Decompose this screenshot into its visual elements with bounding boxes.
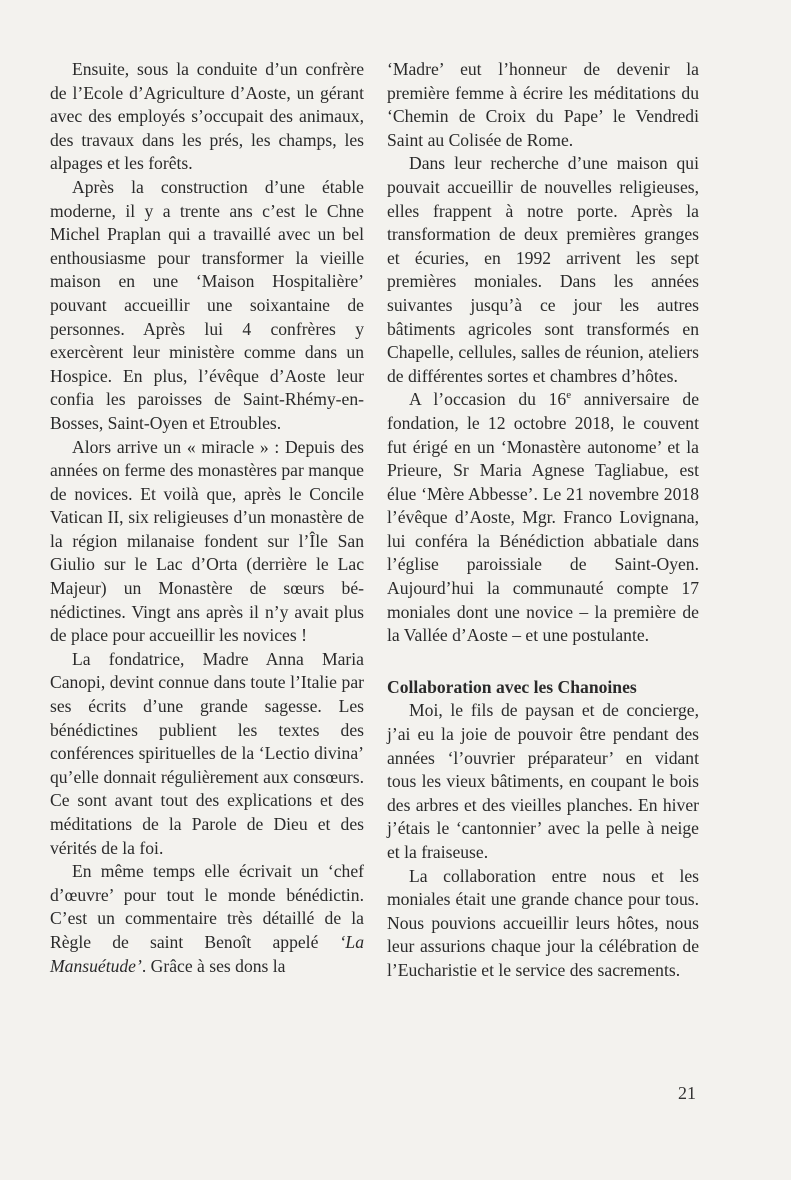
paragraph-founder: La fondatrice, Madre Anna Maria Canopi, devint connue dans toute l’Italie par ses écrits d’une grande sagesse. Les bénédictines publient les textes des conférences spirituelles de la ‘Lectio divina’ qu’elle donnait régulièrement aux consœurs. Ce sont avant tout des explications et des méditations de la Parole de Dieu et des vérités de la foi. <box>50 648 364 858</box>
paragraph-management: Ensuite, sous la conduite d’un confrère de l’Ecole d’Agriculture d’Aoste, un gérant avec des employés s’occupait des animaux, des travaux dans les prés, les champs, les alpages et les forêts. <box>50 59 364 174</box>
paragraph-search-house: Dans leur recherche d’une maison qui pouvait accueillir de nouvelles religieuses, elles frappent à notre porte. Après la transformation de deux premières granges et écuries, en 1992 arrivent les sept premières moniales. Dans les années suivantes jusqu’à ce jour les autres bâtiments agricoles sont transformés en Chapelle, cellules, salles de réunion, ateliers de différentes sortes et chambres d’hôtes. <box>387 153 699 386</box>
anniversary-text-rest: anniversaire de fondation, le 12 octobre 2018, le couvent fut érigé en un ‘Monastère autonome’ et la Prieure, Sr Maria Agnese Tagliabue, est élue ‘Mère Abbesse’. Le 21 novembre 2018 l’évêque d’Aoste, Mgr. Franco Lovignana, lui conféra la Bénédiction abbatiale dans l’église paroissiale de Saint-Oyen. Aujourd’hui la communauté compte 17 moniales dont une novice – la première de la Vallée d’Aoste – et une postulante. <box>387 389 700 646</box>
page-number: 21 <box>678 1083 696 1103</box>
paragraph-madre-continued: ‘Madre’ eut l’honneur de devenir la première femme à écrire les méditations du ‘Chemin de Croix du Pape’ le Vendredi Saint au Colisée de Rome. <box>387 59 699 150</box>
paragraph-worker: Moi, le fils de paysan et de concierge, j’ai eu la joie de pouvoir être pendant des années ‘l’ouvrier préparateur’ en vidant tous les vieux bâtiments, en coupant le bois des arbres et des vieilles planches. En hiver j’étais le ‘cantonnier’ avec la pelle à neige et la fraiseuse. <box>387 700 699 862</box>
paragraph-masterpiece <box>50 860 364 978</box>
paragraph-anniversary <box>387 388 699 648</box>
left-column <box>50 58 364 978</box>
paragraph-miracle: Alors arrive un « miracle » : Depuis des années on ferme des monastères par manque de novices. Et voilà que, après le Concile Vatican II, six religieuses d’un monastère de la région milanaise fondent sur l’Île San Giulio sur le Lac d’Orta (derrière le Lac Majeur) un Monastère de sœurs bénédictines. Vingt ans après il n’y avait plus de place pour accueillir les novices ! <box>50 436 364 646</box>
masterpiece-text-start: En même temps elle écrivait un ‘chef d’œuvre’ pour tout le monde bénédictin. C’est un commentaire très détaillé de la Règle de saint Benoît appelé <box>50 861 364 952</box>
masterpiece-text-end: . Grâce à ses dons la <box>141 955 286 976</box>
book-title: ‘La Mansuétude’ <box>50 931 364 976</box>
anniversary-text-start: A l’occasion du 16 <box>409 389 567 410</box>
paragraph-collaboration: La collaboration entre nous et les moniales était une grande chance pour tous. Nous pouvions accueillir leurs hôtes, nous leur assurions chaque jour la célébration de l’Eucharistie et le service des sacrements. <box>387 865 699 980</box>
right-column <box>387 58 699 983</box>
section-heading: Collaboration avec les Chanoines <box>387 676 637 697</box>
ordinal-superscript: e <box>566 389 572 402</box>
paragraph-hospitality-house: Après la construction d’une étable moderne, il y a trente ans c’est le Chne Michel Praplan qui a travaillé avec un bel enthousiasme pour transformer la vieille maison en une ‘Maison Hospitalière’ pouvant accueillir une soixantaine de personnes. Après lui 4 confrères y exercèrent leur ministère comme dans un Hospice. En plus, l’évêque d’Aoste leur confia les paroisses de Saint-Rhémy-en-Bosses, Saint-Oyen et Etroubles. <box>50 176 364 433</box>
